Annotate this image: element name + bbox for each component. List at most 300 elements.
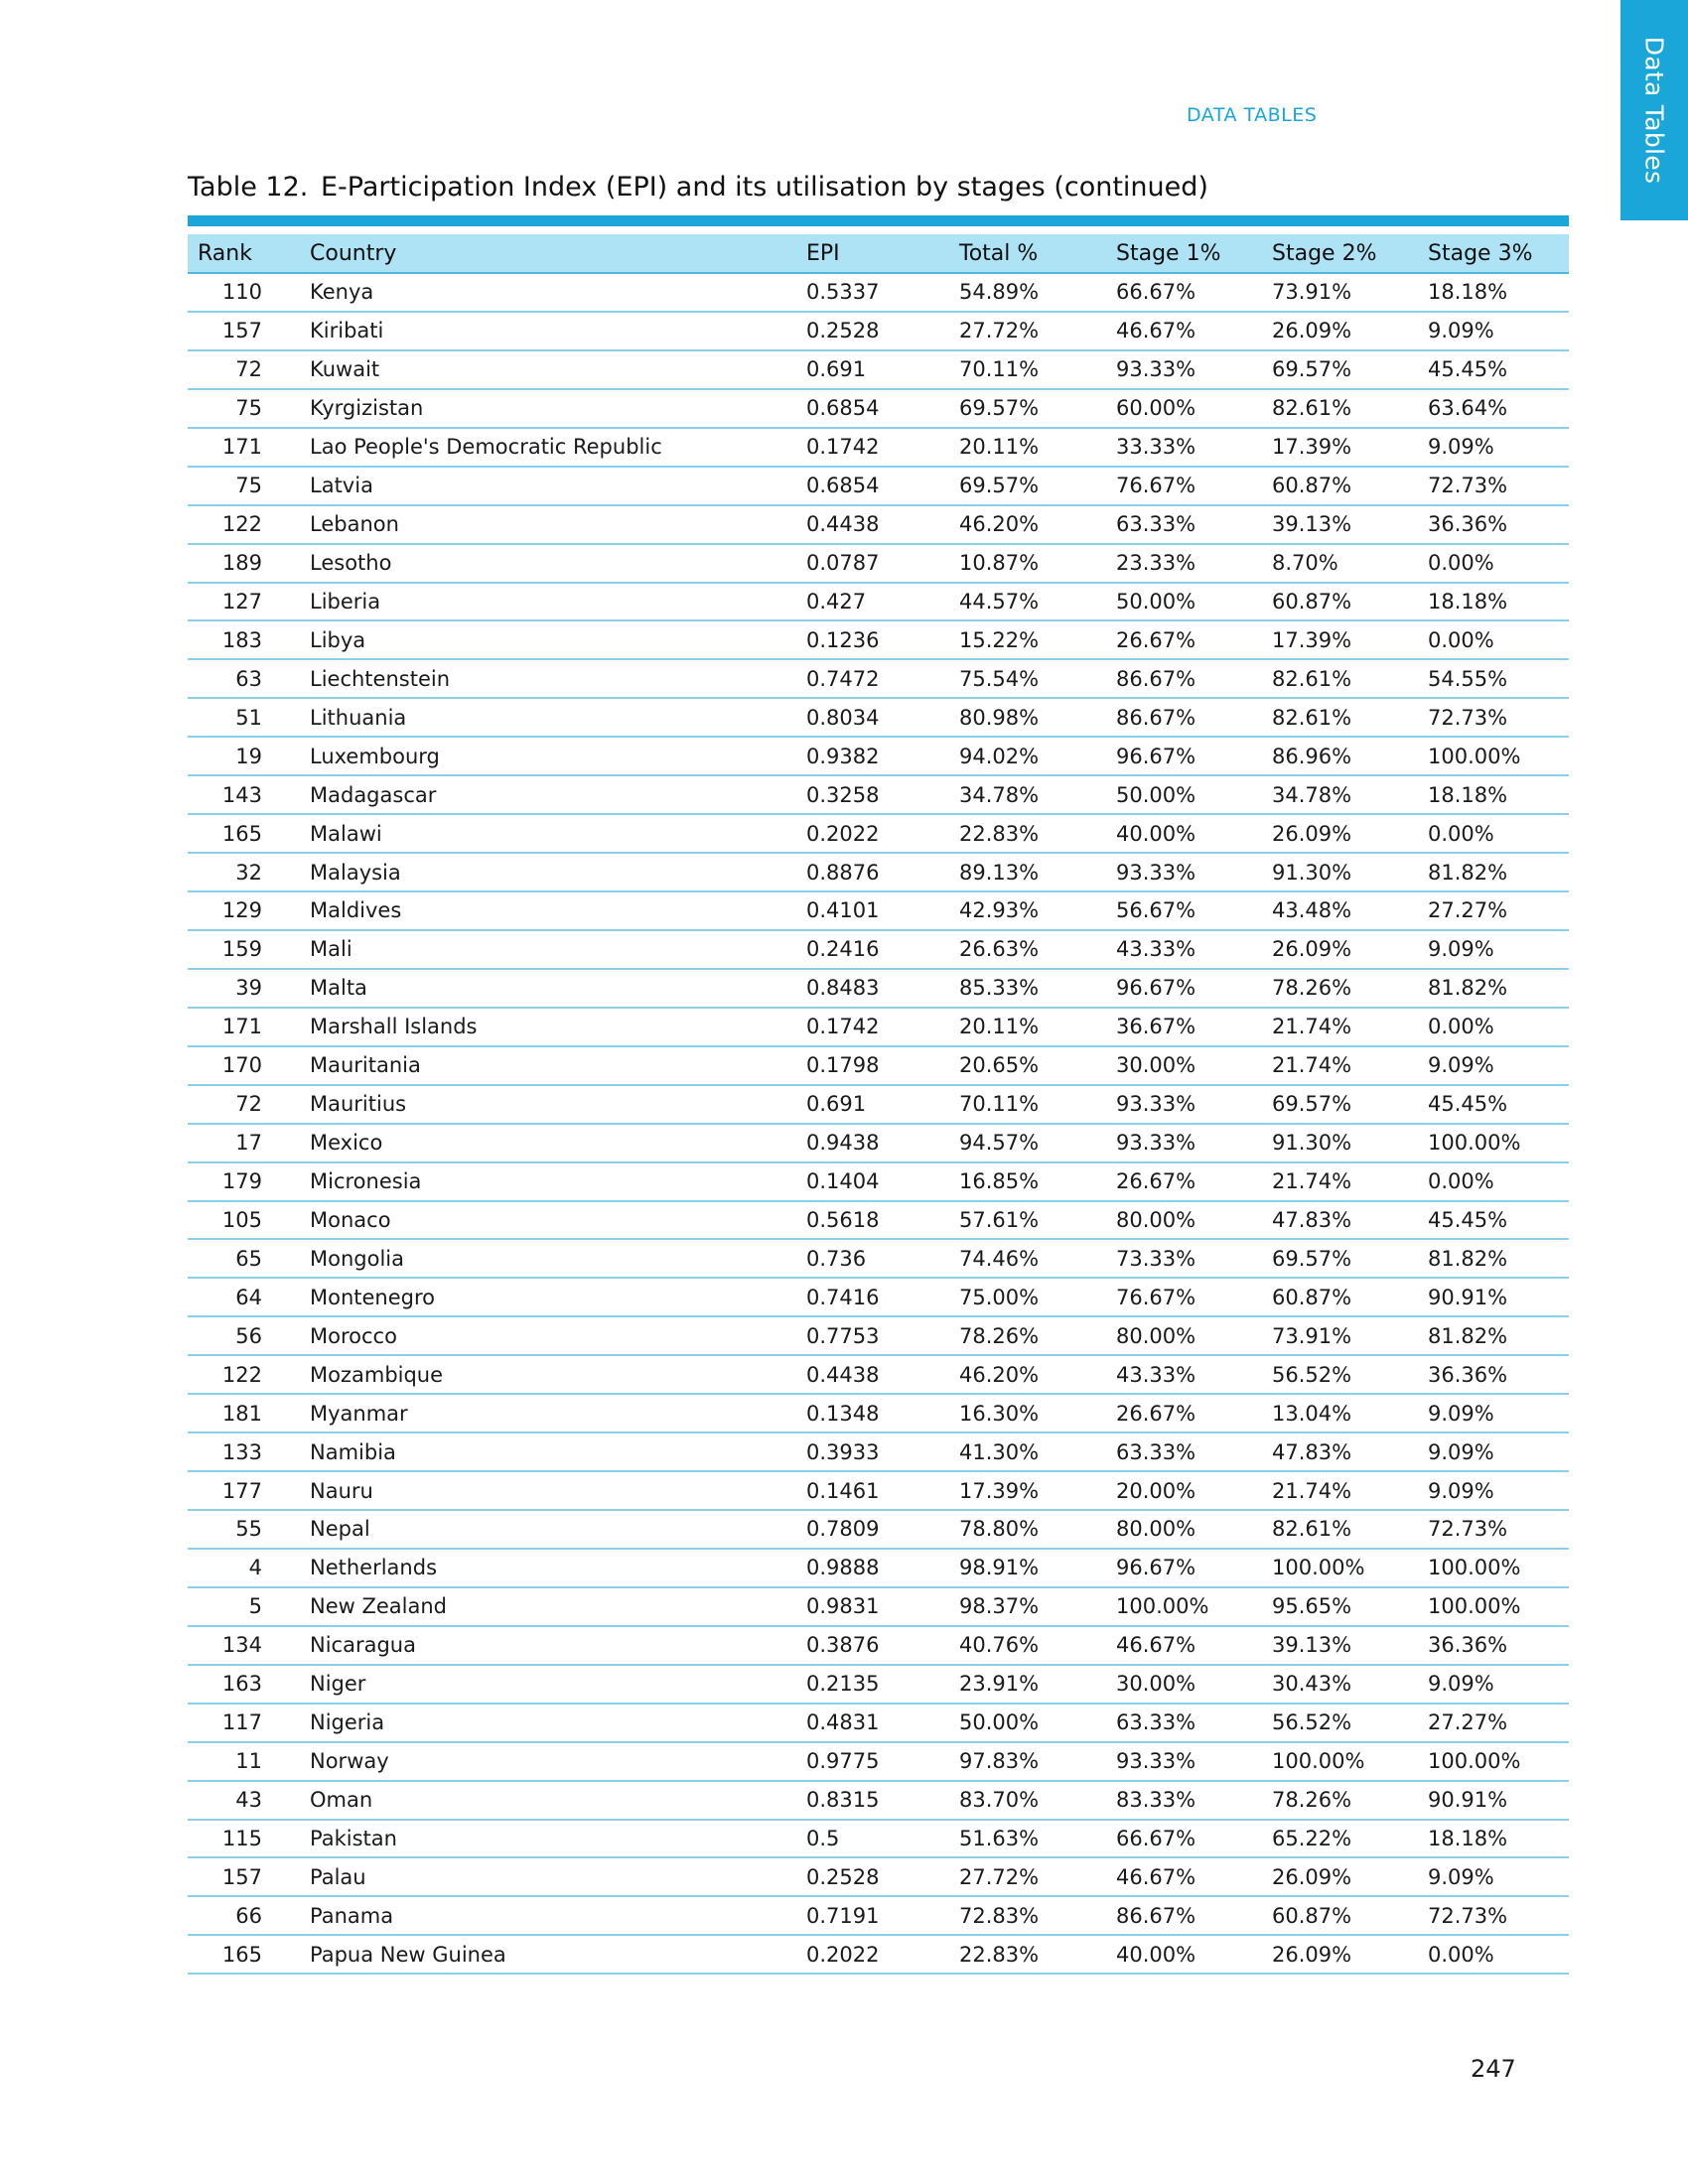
column-header-total: Total %	[949, 234, 1106, 273]
side-tab-label: Data Tables	[1639, 36, 1669, 185]
stage-1-cell: 73.33%	[1106, 1239, 1262, 1278]
stage-2-cell: 47.83%	[1262, 1433, 1418, 1471]
country-cell: Nicaragua	[300, 1626, 796, 1665]
column-header-stage-3: Stage 3%	[1418, 234, 1569, 273]
table-row	[188, 1742, 1569, 1781]
stage-3-cell: 100.00%	[1418, 1587, 1569, 1626]
table-row	[188, 1433, 1569, 1471]
stage-3-cell: 36.36%	[1418, 1626, 1569, 1665]
country-cell: Micronesia	[300, 1162, 796, 1201]
stage-2-cell: 82.61%	[1262, 659, 1418, 698]
stage-3-cell: 54.55%	[1418, 659, 1569, 698]
epi-cell: 0.1798	[796, 1046, 949, 1085]
total-cell: 16.85%	[949, 1162, 1106, 1201]
total-cell: 75.54%	[949, 659, 1106, 698]
table-row	[188, 1857, 1569, 1896]
stage-3-cell: 45.45%	[1418, 1085, 1569, 1124]
epi-cell: 0.8034	[796, 698, 949, 737]
total-cell: 85.33%	[949, 969, 1106, 1008]
total-cell: 20.11%	[949, 428, 1106, 467]
epi-cell: 0.691	[796, 350, 949, 389]
rank-cell: 75	[188, 467, 300, 505]
total-cell: 46.20%	[949, 505, 1106, 544]
table-body	[188, 273, 1569, 1974]
country-cell: Norway	[300, 1742, 796, 1781]
stage-2-cell: 78.26%	[1262, 969, 1418, 1008]
country-cell: Monaco	[300, 1201, 796, 1240]
epi-cell: 0.1742	[796, 428, 949, 467]
table-row	[188, 583, 1569, 621]
epi-cell: 0.4438	[796, 1355, 949, 1394]
column-header-stage-2: Stage 2%	[1262, 234, 1418, 273]
epi-cell: 0.4101	[796, 891, 949, 930]
stage-3-cell: 9.09%	[1418, 428, 1569, 467]
stage-3-cell: 9.09%	[1418, 1857, 1569, 1896]
stage-2-cell: 60.87%	[1262, 467, 1418, 505]
column-header-epi: EPI	[796, 234, 949, 273]
stage-3-cell: 100.00%	[1418, 1742, 1569, 1781]
rank-cell: 63	[188, 659, 300, 698]
country-cell: Latvia	[300, 467, 796, 505]
stage-3-cell: 9.09%	[1418, 312, 1569, 350]
total-cell: 22.83%	[949, 1935, 1106, 1974]
country-cell: Luxembourg	[300, 737, 796, 775]
stage-1-cell: 80.00%	[1106, 1201, 1262, 1240]
table-row	[188, 544, 1569, 583]
country-cell: Kyrgizistan	[300, 389, 796, 428]
rank-cell: 4	[188, 1549, 300, 1587]
country-cell: Morocco	[300, 1316, 796, 1355]
stage-3-cell: 18.18%	[1418, 1820, 1569, 1858]
stage-2-cell: 17.39%	[1262, 428, 1418, 467]
stage-2-cell: 82.61%	[1262, 698, 1418, 737]
stage-1-cell: 93.33%	[1106, 1124, 1262, 1162]
stage-1-cell: 86.67%	[1106, 1896, 1262, 1935]
country-cell: Nauru	[300, 1471, 796, 1510]
epi-cell: 0.7416	[796, 1278, 949, 1316]
epi-cell: 0.1742	[796, 1008, 949, 1046]
table-row	[188, 467, 1569, 505]
table-row	[188, 1239, 1569, 1278]
total-cell: 15.22%	[949, 620, 1106, 659]
country-cell: Lithuania	[300, 698, 796, 737]
epi-cell: 0.691	[796, 1085, 949, 1124]
epi-cell: 0.9831	[796, 1587, 949, 1626]
stage-2-cell: 26.09%	[1262, 1857, 1418, 1896]
rank-cell: 133	[188, 1433, 300, 1471]
epi-cell: 0.4438	[796, 505, 949, 544]
country-cell: Liberia	[300, 583, 796, 621]
stage-2-cell: 95.65%	[1262, 1587, 1418, 1626]
total-cell: 70.11%	[949, 1085, 1106, 1124]
total-cell: 41.30%	[949, 1433, 1106, 1471]
stage-3-cell: 72.73%	[1418, 1510, 1569, 1549]
country-cell: Oman	[300, 1781, 796, 1820]
stage-3-cell: 9.09%	[1418, 1471, 1569, 1510]
stage-1-cell: 76.67%	[1106, 1278, 1262, 1316]
table-row	[188, 1008, 1569, 1046]
stage-2-cell: 65.22%	[1262, 1820, 1418, 1858]
epi-cell: 0.2528	[796, 1857, 949, 1896]
stage-2-cell: 30.43%	[1262, 1665, 1418, 1704]
table-row	[188, 1896, 1569, 1935]
stage-2-cell: 34.78%	[1262, 775, 1418, 814]
epi-cell: 0.7472	[796, 659, 949, 698]
stage-1-cell: 93.33%	[1106, 1085, 1262, 1124]
rank-cell: 19	[188, 737, 300, 775]
stage-2-cell: 26.09%	[1262, 312, 1418, 350]
rank-cell: 110	[188, 273, 300, 312]
country-cell: Netherlands	[300, 1549, 796, 1587]
total-cell: 89.13%	[949, 853, 1106, 891]
stage-2-cell: 69.57%	[1262, 1239, 1418, 1278]
rank-cell: 134	[188, 1626, 300, 1665]
table-row	[188, 1820, 1569, 1858]
epi-table	[188, 234, 1569, 1975]
column-header-stage-1: Stage 1%	[1106, 234, 1262, 273]
epi-cell: 0.3876	[796, 1626, 949, 1665]
stage-1-cell: 66.67%	[1106, 273, 1262, 312]
stage-3-cell: 9.09%	[1418, 1394, 1569, 1433]
total-cell: 80.98%	[949, 698, 1106, 737]
stage-2-cell: 26.09%	[1262, 1935, 1418, 1974]
stage-2-cell: 56.52%	[1262, 1355, 1418, 1394]
rank-cell: 127	[188, 583, 300, 621]
stage-2-cell: 100.00%	[1262, 1549, 1418, 1587]
table-row	[188, 1085, 1569, 1124]
stage-1-cell: 26.67%	[1106, 1162, 1262, 1201]
stage-1-cell: 93.33%	[1106, 853, 1262, 891]
stage-1-cell: 63.33%	[1106, 1704, 1262, 1742]
epi-cell: 0.736	[796, 1239, 949, 1278]
stage-1-cell: 96.67%	[1106, 1549, 1262, 1587]
rank-cell: 157	[188, 312, 300, 350]
stage-3-cell: 9.09%	[1418, 1433, 1569, 1471]
table-row	[188, 1278, 1569, 1316]
stage-3-cell: 81.82%	[1418, 969, 1569, 1008]
stage-1-cell: 96.67%	[1106, 737, 1262, 775]
country-cell: Niger	[300, 1665, 796, 1704]
stage-3-cell: 100.00%	[1418, 737, 1569, 775]
epi-cell: 0.5	[796, 1820, 949, 1858]
country-cell: Maldives	[300, 891, 796, 930]
stage-3-cell: 27.27%	[1418, 1704, 1569, 1742]
stage-2-cell: 21.74%	[1262, 1046, 1418, 1085]
rank-cell: 189	[188, 544, 300, 583]
total-cell: 78.26%	[949, 1316, 1106, 1355]
stage-1-cell: 26.67%	[1106, 620, 1262, 659]
epi-cell: 0.6854	[796, 467, 949, 505]
rank-cell: 181	[188, 1394, 300, 1433]
table-row	[188, 428, 1569, 467]
country-cell: Malawi	[300, 814, 796, 853]
total-cell: 34.78%	[949, 775, 1106, 814]
rank-cell: 159	[188, 930, 300, 969]
stage-2-cell: 21.74%	[1262, 1008, 1418, 1046]
stage-1-cell: 46.67%	[1106, 312, 1262, 350]
title-rule	[188, 215, 1569, 226]
country-cell: Lesotho	[300, 544, 796, 583]
stage-1-cell: 80.00%	[1106, 1316, 1262, 1355]
stage-1-cell: 100.00%	[1106, 1587, 1262, 1626]
stage-3-cell: 100.00%	[1418, 1124, 1569, 1162]
stage-2-cell: 47.83%	[1262, 1201, 1418, 1240]
rank-cell: 183	[188, 620, 300, 659]
rank-cell: 129	[188, 891, 300, 930]
total-cell: 17.39%	[949, 1471, 1106, 1510]
table-row	[188, 1316, 1569, 1355]
stage-1-cell: 40.00%	[1106, 814, 1262, 853]
total-cell: 69.57%	[949, 389, 1106, 428]
stage-2-cell: 26.09%	[1262, 814, 1418, 853]
epi-cell: 0.9775	[796, 1742, 949, 1781]
rank-cell: 165	[188, 1935, 300, 1974]
stage-1-cell: 50.00%	[1106, 775, 1262, 814]
stage-3-cell: 9.09%	[1418, 1665, 1569, 1704]
stage-2-cell: 82.61%	[1262, 389, 1418, 428]
stage-1-cell: 43.33%	[1106, 1355, 1262, 1394]
column-header-rank: Rank	[188, 234, 300, 273]
country-cell: Mauritania	[300, 1046, 796, 1085]
stage-3-cell: 9.09%	[1418, 1046, 1569, 1085]
epi-cell: 0.1404	[796, 1162, 949, 1201]
stage-2-cell: 73.91%	[1262, 1316, 1418, 1355]
stage-1-cell: 63.33%	[1106, 1433, 1262, 1471]
table-row	[188, 737, 1569, 775]
stage-3-cell: 90.91%	[1418, 1781, 1569, 1820]
epi-cell: 0.8876	[796, 853, 949, 891]
stage-2-cell: 86.96%	[1262, 737, 1418, 775]
stage-3-cell: 18.18%	[1418, 583, 1569, 621]
stage-3-cell: 81.82%	[1418, 1316, 1569, 1355]
table-title-text: E-Participation Index (EPI) and its utilisation by stages (continued)	[321, 172, 1208, 203]
stage-3-cell: 72.73%	[1418, 467, 1569, 505]
table-row	[188, 1046, 1569, 1085]
stage-1-cell: 60.00%	[1106, 389, 1262, 428]
country-cell: Marshall Islands	[300, 1008, 796, 1046]
stage-1-cell: 40.00%	[1106, 1935, 1262, 1974]
table-row	[188, 814, 1569, 853]
country-cell: Namibia	[300, 1433, 796, 1471]
total-cell: 23.91%	[949, 1665, 1106, 1704]
country-cell: Mongolia	[300, 1239, 796, 1278]
table-row	[188, 1510, 1569, 1549]
rank-cell: 177	[188, 1471, 300, 1510]
country-cell: Lebanon	[300, 505, 796, 544]
total-cell: 27.72%	[949, 1857, 1106, 1896]
rank-cell: 11	[188, 1742, 300, 1781]
epi-cell: 0.2022	[796, 1935, 949, 1974]
total-cell: 51.63%	[949, 1820, 1106, 1858]
rank-cell: 65	[188, 1239, 300, 1278]
epi-cell: 0.0787	[796, 544, 949, 583]
stage-3-cell: 45.45%	[1418, 1201, 1569, 1240]
total-cell: 97.83%	[949, 1742, 1106, 1781]
country-cell: Nepal	[300, 1510, 796, 1549]
epi-cell: 0.2022	[796, 814, 949, 853]
stage-3-cell: 0.00%	[1418, 1162, 1569, 1201]
stage-3-cell: 36.36%	[1418, 1355, 1569, 1394]
stage-3-cell: 90.91%	[1418, 1278, 1569, 1316]
stage-3-cell: 0.00%	[1418, 1008, 1569, 1046]
stage-1-cell: 46.67%	[1106, 1626, 1262, 1665]
total-cell: 26.63%	[949, 930, 1106, 969]
column-header-country: Country	[300, 234, 796, 273]
rank-cell: 32	[188, 853, 300, 891]
country-cell: Madagascar	[300, 775, 796, 814]
stage-1-cell: 83.33%	[1106, 1781, 1262, 1820]
rank-cell: 165	[188, 814, 300, 853]
epi-cell: 0.5618	[796, 1201, 949, 1240]
table-row	[188, 1355, 1569, 1394]
total-cell: 75.00%	[949, 1278, 1106, 1316]
stage-3-cell: 45.45%	[1418, 350, 1569, 389]
stage-1-cell: 66.67%	[1106, 1820, 1262, 1858]
stage-2-cell: 69.57%	[1262, 1085, 1418, 1124]
stage-1-cell: 80.00%	[1106, 1510, 1262, 1549]
rank-cell: 115	[188, 1820, 300, 1858]
stage-2-cell: 8.70%	[1262, 544, 1418, 583]
country-cell: Mexico	[300, 1124, 796, 1162]
total-cell: 50.00%	[949, 1704, 1106, 1742]
rank-cell: 143	[188, 775, 300, 814]
country-cell: Montenegro	[300, 1278, 796, 1316]
table-row	[188, 389, 1569, 428]
epi-cell: 0.6854	[796, 389, 949, 428]
country-cell: Panama	[300, 1896, 796, 1935]
table-header	[188, 234, 1569, 273]
country-cell: Pakistan	[300, 1820, 796, 1858]
stage-3-cell: 0.00%	[1418, 620, 1569, 659]
epi-cell: 0.7809	[796, 1510, 949, 1549]
rank-cell: 157	[188, 1857, 300, 1896]
table-row	[188, 1626, 1569, 1665]
total-cell: 27.72%	[949, 312, 1106, 350]
epi-cell: 0.1461	[796, 1471, 949, 1510]
country-cell: New Zealand	[300, 1587, 796, 1626]
epi-cell: 0.3933	[796, 1433, 949, 1471]
stage-1-cell: 76.67%	[1106, 467, 1262, 505]
rank-cell: 122	[188, 1355, 300, 1394]
rank-cell: 171	[188, 1008, 300, 1046]
stage-1-cell: 43.33%	[1106, 930, 1262, 969]
stage-1-cell: 63.33%	[1106, 505, 1262, 544]
stage-2-cell: 100.00%	[1262, 1742, 1418, 1781]
table-row	[188, 312, 1569, 350]
rank-cell: 122	[188, 505, 300, 544]
table-row	[188, 1587, 1569, 1626]
stage-3-cell: 9.09%	[1418, 930, 1569, 969]
table-row	[188, 1549, 1569, 1587]
stage-3-cell: 72.73%	[1418, 698, 1569, 737]
rank-cell: 72	[188, 350, 300, 389]
table-row	[188, 350, 1569, 389]
stage-2-cell: 13.04%	[1262, 1394, 1418, 1433]
running-header: DATA TABLES	[1187, 104, 1318, 126]
total-cell: 94.57%	[949, 1124, 1106, 1162]
rank-cell: 75	[188, 389, 300, 428]
stage-2-cell: 78.26%	[1262, 1781, 1418, 1820]
country-cell: Myanmar	[300, 1394, 796, 1433]
total-cell: 54.89%	[949, 273, 1106, 312]
total-cell: 16.30%	[949, 1394, 1106, 1433]
country-cell: Papua New Guinea	[300, 1935, 796, 1974]
stage-1-cell: 33.33%	[1106, 428, 1262, 467]
stage-1-cell: 23.33%	[1106, 544, 1262, 583]
stage-1-cell: 86.67%	[1106, 698, 1262, 737]
rank-cell: 66	[188, 1896, 300, 1935]
stage-2-cell: 73.91%	[1262, 273, 1418, 312]
epi-cell: 0.7191	[796, 1896, 949, 1935]
epi-cell: 0.2135	[796, 1665, 949, 1704]
stage-3-cell: 81.82%	[1418, 1239, 1569, 1278]
epi-cell: 0.427	[796, 583, 949, 621]
table-row	[188, 698, 1569, 737]
country-cell: Kuwait	[300, 350, 796, 389]
stage-3-cell: 0.00%	[1418, 544, 1569, 583]
stage-3-cell: 18.18%	[1418, 273, 1569, 312]
stage-1-cell: 50.00%	[1106, 583, 1262, 621]
stage-2-cell: 26.09%	[1262, 930, 1418, 969]
stage-2-cell: 69.57%	[1262, 350, 1418, 389]
stage-2-cell: 21.74%	[1262, 1162, 1418, 1201]
stage-2-cell: 39.13%	[1262, 1626, 1418, 1665]
stage-1-cell: 56.67%	[1106, 891, 1262, 930]
stage-1-cell: 93.33%	[1106, 350, 1262, 389]
total-cell: 94.02%	[949, 737, 1106, 775]
stage-2-cell: 60.87%	[1262, 1278, 1418, 1316]
stage-3-cell: 0.00%	[1418, 814, 1569, 853]
total-cell: 98.91%	[949, 1549, 1106, 1587]
rank-cell: 179	[188, 1162, 300, 1201]
table-title	[188, 172, 1208, 203]
country-cell: Libya	[300, 620, 796, 659]
total-cell: 46.20%	[949, 1355, 1106, 1394]
epi-cell: 0.1348	[796, 1394, 949, 1433]
total-cell: 20.65%	[949, 1046, 1106, 1085]
stage-1-cell: 36.67%	[1106, 1008, 1262, 1046]
stage-3-cell: 63.64%	[1418, 389, 1569, 428]
table-row	[188, 853, 1569, 891]
total-cell: 42.93%	[949, 891, 1106, 930]
total-cell: 69.57%	[949, 467, 1106, 505]
stage-2-cell: 56.52%	[1262, 1704, 1418, 1742]
table-row	[188, 1201, 1569, 1240]
country-cell: Mauritius	[300, 1085, 796, 1124]
country-cell: Kenya	[300, 273, 796, 312]
total-cell: 98.37%	[949, 1587, 1106, 1626]
table-row	[188, 1124, 1569, 1162]
country-cell: Malaysia	[300, 853, 796, 891]
rank-cell: 17	[188, 1124, 300, 1162]
stage-3-cell: 81.82%	[1418, 853, 1569, 891]
total-cell: 74.46%	[949, 1239, 1106, 1278]
epi-cell: 0.2528	[796, 312, 949, 350]
stage-3-cell: 18.18%	[1418, 775, 1569, 814]
country-cell: Kiribati	[300, 312, 796, 350]
table-row	[188, 1394, 1569, 1433]
table-row	[188, 1162, 1569, 1201]
rank-cell: 171	[188, 428, 300, 467]
stage-1-cell: 86.67%	[1106, 659, 1262, 698]
table-row	[188, 1665, 1569, 1704]
stage-2-cell: 21.74%	[1262, 1471, 1418, 1510]
table-row	[188, 891, 1569, 930]
total-cell: 72.83%	[949, 1896, 1106, 1935]
stage-1-cell: 20.00%	[1106, 1471, 1262, 1510]
epi-cell: 0.9382	[796, 737, 949, 775]
epi-cell: 0.8315	[796, 1781, 949, 1820]
